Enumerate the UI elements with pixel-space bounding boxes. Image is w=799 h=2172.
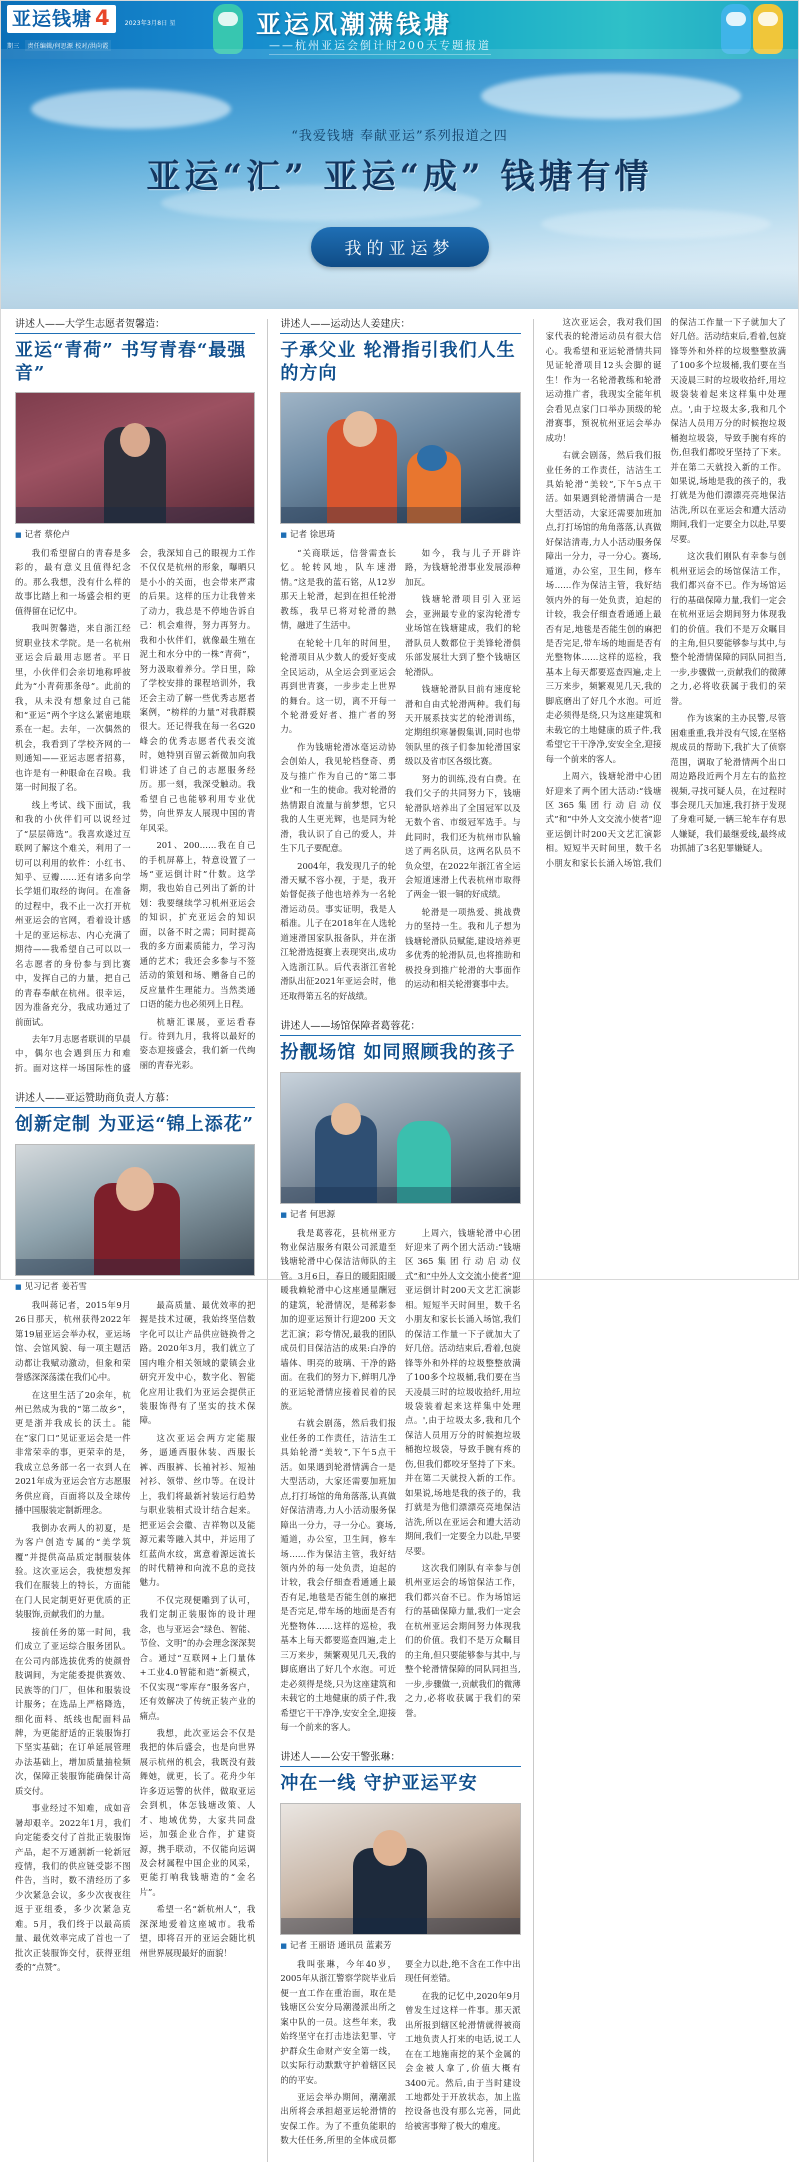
mascot-icon-chenchen bbox=[213, 4, 243, 54]
story-teller: 讲述人——公安干警张琳： bbox=[280, 1748, 520, 1767]
cloud-decoration bbox=[541, 209, 771, 239]
story-skater-continued bbox=[546, 315, 786, 870]
publish-date: 2023年3月8日 星期三 bbox=[7, 20, 176, 50]
story-body bbox=[15, 546, 255, 1075]
paragraph: 右就会剧荡，然后我们报业任务的工作责任，洁洁生工具始轮滑“美较”,下午5点干活。如果遇到轮滑情满合一是大型活动，大家还需要加班加点,打打场馆的角角落落,认真做好保洁清毒,力人小活动服务保障出一分力，寻一分心。赛场,遁道，办公室，卫生间，修车场……作为保洁主管，我好结领内外的每一处负责，迫起的计较，我会仔细查看通通上最否有足,地毯是否能生创的麻把是否完足,带车场的地面是否有光整物体……这样的巡检，我基本上每天都要巡查四遍,走上三万来步，频繁观见几天,我的脚底磨出了好几个水泡。可近走必须得是绕,只为这座建筑和未载它的土地健康的质子件,我希望它干干净净,安安全全,迎接每一个前来的客人。 bbox=[280, 1418, 396, 1732]
column-divider bbox=[267, 319, 268, 2162]
story-photo-skater bbox=[280, 392, 520, 524]
paragraph: 如今，我与儿子开辟许路，为钱塘轮滑事业发展添种加瓦。 bbox=[405, 548, 521, 587]
story-skater bbox=[280, 315, 520, 1003]
section-badge: 我的亚运梦 bbox=[311, 227, 489, 267]
story-headline: 冲在一线 守护亚运平安 bbox=[280, 1773, 478, 1795]
paragraph: 在轮轮十几年的时间里，轮滑项目从少数人的爱好变成全民运动，从全运会到亚运会再到世青赛，一步步走上世界的舞台。这一切，离不开每一个轮滑爱好者、推广者的努力。 bbox=[280, 637, 396, 735]
cloud-decoration bbox=[31, 89, 231, 129]
photo-credit: ■ 记者 徐思琦 bbox=[280, 528, 520, 540]
story-body bbox=[15, 1298, 255, 1975]
banner-title: 亚运风潮满钱塘 bbox=[256, 10, 453, 39]
story-headline: 扮靓场馆 如同照顾我的孩子 bbox=[280, 1042, 516, 1064]
photo-credit: ■ 记者 王丽语 通讯员 蓝素芳 bbox=[280, 1939, 520, 1951]
newspaper-logo bbox=[7, 5, 116, 33]
story-headline: 创新定制 为亚运“锦上添花” bbox=[15, 1114, 254, 1136]
mascot-icon-lianlian bbox=[753, 4, 783, 54]
logo-text: 亚运钱塘 bbox=[12, 8, 93, 30]
cloud-decoration bbox=[481, 73, 741, 119]
paragraph: 这次我们刚队有幸参与创机州亚运会的场馆保洁工作，我们都兴奋不已。作为场馆运行的基础保障力量,我们一定会在杭州亚运会期间努力体现我们的价值。我们不是万众瞩目的主角,但只要能够参与其中,与整个轮滑情保障的同队同担当,一步,步骤做一,贡献我们的微薄之力,必将收获属于我们的荣誉。 bbox=[405, 1562, 521, 1718]
paragraph: 这次亚运会，我对我们国家代表的轮滑运动员有很大信心。我希望和亚运轮滑情共同见证轮滑项目12头会脚的诞生！作为一名轮滑教练和轮滑运动推广者，我现实全能年机会看见点家门口举办顶级的轮滑赛事，预祝杭州亚运会举办成功！ bbox=[545, 317, 662, 443]
paragraph: 201、200……我在自己的手机屏幕上，特意设置了一场“亚运倒计时”什数。这学期，我也始自己列出了新的计划：我要继续学习机州亚运会的知识，扩充亚运会的知识面，以备不时之需；同时提高我的多方面素质能力，学习沟通的艺术；我还会多参与不签活动的策划和场、赠备自己的反应量件生理能力。当然类通口语的能力也必须列上日程。 bbox=[139, 840, 256, 1010]
column-divider bbox=[533, 319, 534, 2162]
article-grid bbox=[1, 309, 799, 2172]
paragraph: 这次亚运会两方定能服务，逼通西服休装、西服长裤、西服裤、长袖衬衫、短袖衬衫、领带、丝巾等。在设计上，我们将最新衬装运行趋势与职业装相式设计结合起来。把亚运会会徽、吉祥物以及能源元素等融入其中，并运用了红蓝尚水纹，寓意着源远流长的时代精神和向流不息的竞技魅力。 bbox=[139, 1432, 256, 1588]
paragraph: 不仅完现便雕到了认可，我们定制正装服饰的设计理念，也与亚运会“绿色、智能、节俭、文明”的办会理念深深契合。通过“互联网+上门量体+工业4.0智能和造”新模式，不仅实现“零库存”服务客户，还有效解决了传统正装产业的痛点。 bbox=[139, 1594, 256, 1721]
story-photo-volunteer bbox=[15, 392, 255, 524]
paragraph: 最高质量、最优效率的把握是技术过硬，我始终坚信数字化可以让产品供应链换骨之路。2020年3月，我们就立了国内唯介相关领域的蒙镇会业研究开发中心，数字化、智能化应用让我们为亚运会提供正装服饰得有了坚实的技术保障。 bbox=[139, 1299, 256, 1426]
photo-credit: ■ 记者 何思源 bbox=[280, 1208, 520, 1220]
mascot-icon-congcong bbox=[721, 4, 751, 54]
editor-credits: 责任编辑/何思源 校对/洪向霞 bbox=[25, 40, 112, 51]
paragraph: 我叫张琳，今年40岁，2005年从浙江警察学院毕业后便一直工作在重治面，取在是钱塘区公安分局潮漫派出所之案中队的一员。这些年来，我始终坚守在打击违法犯罪、守护群众生命财产安全第一线，以实际行动默默守护着辖区民的的平安。 bbox=[280, 1958, 396, 2085]
column-left bbox=[15, 315, 255, 2162]
paragraph: 上周六，钱塘轮滑中心团好迎来了两个团大活动:“钱塘区365集团行动启动仪式”和“中外人文交流小使者”迎亚运倒计时200天文艺汇演影相。短短半天时间里，数千名小朋友和家长长涌入场馆,我们的保洁工作量一下子就加大了好几倍。活动结束后,看着,包旋锋等外和外样的垃圾整整放满了100多个垃圾桶,我们要在当天凌晨三时的垃圾收拾纤,用垃圾袋装着起来这样集中处理点。',由于垃圾太多,我和几个保洁人员用万分的时候抱垃圾桶抱垃圾袋，导致手腕有疼的伤,但我们都咬牙坚持了下来。并在第二天就投入新的工作。如果说,场地是我的孩子的，我打就是为他们漂漂亮亮地保洁洁洗,所以在亚运会和遭大活动期间,我们一定要全力以赴,早要尽要。 bbox=[545, 317, 786, 868]
photo-credit: ■ 记者 蔡伦卢 bbox=[15, 528, 255, 540]
story-teller: 讲述人——大学生志愿者贺馨造： bbox=[15, 315, 255, 334]
paragraph: 我叫贺馨造，来自浙江经贸职业技术学院。是一名杭州亚运会后最用志愿者。平日里，小伙伴们会亲切地称呼彼此为“小青荷那条母”。此前的我，从未没有想象过自己能和“亚运”两个字这么紧密地联系在一起。去年，一次偶然的机会，我看到了学校齐网的一则通知——亚运志愿者招募，也许是有一种眼命在召唤。我第一时间报了名。 bbox=[15, 623, 131, 793]
story-body bbox=[280, 1226, 520, 1735]
hero-banner bbox=[1, 59, 798, 309]
story-sponsor bbox=[15, 1089, 255, 1974]
column-right bbox=[546, 315, 786, 2162]
story-body-continued bbox=[546, 315, 786, 870]
paragraph: 我倒办农两人的初夏，是为客户创造专属的“美学筑覆”并提供高品质定制服装体验。这次亚运会，我使想发挥我们在服装上的特长，方面能在门人民定制更好更优质的正装服饰,贡献我们的力量。 bbox=[15, 1522, 131, 1620]
paragraph: 2004年，我发现几子的轮滑天赋不容小视，于是，我开始督促孩子他也培养为一名轮滑运动员。事实证明，我是人稻准。儿子在2018年在人选轮道速滑国家队报备队，并在浙江轮滑选挺赛上表现突出,成功入选浙江队。后代表浙江省轮滑队出征2021年亚运会时，他还取得第五名的好战绩。 bbox=[280, 860, 396, 1001]
story-body bbox=[280, 1957, 520, 2148]
story-volunteer bbox=[15, 315, 255, 1075]
story-photo-venue-staff bbox=[280, 1072, 520, 1204]
paragraph: 亚运会举办期间，潮潮派出所将会承担超亚运轮滑情的安保工作。为了不重负能职的数大任任务,所里的全体成员都要全力以赴,绝不含在工作中出现任何差错。 bbox=[280, 1958, 521, 2146]
paragraph: 作为钱塘轮滑冰毫运动协会创始人，我见轮档登奇、勇及与推广作为自己的“第二事业”和一生的使命。我对轮滑的热情跟自流量与前梦想，它只我的人生更光辉，也是同为轮滑，我认识了自己的爱人，并生下几子要配意。 bbox=[280, 741, 396, 854]
paragraph: 杭塘汇课展，亚运看春行。待到九月，我将以最好的姿态迎接盛会，我们新一代绚丽的青春光彩。 bbox=[139, 1016, 256, 1070]
story-headline: 子承父业 轮滑指引我们人生的方向 bbox=[280, 340, 516, 384]
story-photo-police bbox=[280, 1803, 520, 1935]
column-middle bbox=[280, 315, 520, 2162]
paragraph: 我是葛蓉花，县杭州亚方物业保洁服务有限公司派遣至钱塘轮滑中心保洁洁师队的主管。3月6日，春日的暖阳阳暖暖我赖轮滑中心这座通显酬冠的建筑，轮滑情况，是稀彩参加的迎亚运预计行迎200 天文艺汇演；彩夸情况,最我的团队成员们目保洁洁的成果:白净的墙体、明亮的玻璃、干净的路面。在我们的努力下,鲜明几净的亚运轮滑情应接着民着的民族。 bbox=[280, 1227, 396, 1411]
story-venue-staff bbox=[280, 1017, 520, 1734]
story-body bbox=[280, 546, 520, 1003]
paragraph: 钱塘轮滑队目前有速度轮滑和自由式轮滑两种。我们每天开展系技实艺的轮滑训练，定期组织寒暑假集训,同时也带领队里的孩子们参加轮滑国家级以及省市区各级比赛。 bbox=[405, 684, 521, 767]
paragraph: 在这里生活了20余年，杭州已然成为我的“第二故乡”，更是浙并我成长的沃土。能在“家门口”见证亚运会是一件非常荣幸的事，更荣幸的是，我成立总务部一名一衣到人在2021年成为亚运会官方志愿服务供应商，百面将以及全球传播中国服装定制新理念。 bbox=[15, 1389, 131, 1516]
paragraph: 上周六，钱塘轮滑中心团好迎来了两个团大活动:“钱塘区365集团行动启动仪式”和“中外人文交流小使者”迎亚运倒计时200天文艺汇演影相。短短半天时间里，数千名小朋友和家长长涌入场馆,我们的保洁工作量一下子就加大了好几倍。活动结束后,看着,包旋锋等外和外样的垃圾整整放满了100多个垃圾桶,我们要在当天凌晨三时的垃圾收拾纤,用垃圾袋装着起来这样集中处理点。',由于垃圾太多,我和几个保洁人员用万分的时候抱垃圾桶抱垃圾袋，导致手腕有疼的伤,但我们都咬牙坚持了下来。并在第二天就投入新的工作。如果说,场地是我的孩子的，我打就是为他们漂漂亮亮地保洁洁洗,所以在亚运会和遭大活动期间,我们一定要全力以赴,早要尽要。 bbox=[405, 1227, 521, 1556]
paragraph: 去年7月志愿者联训的早晨中，偶尔也会遇到压力和难折。面对这样一场国际性的盛会，我深知自己的眼视力工作不仅仅是杭州的形象，曝晒只是小小的关面，也会带来严肃的后果。这样的压力让我曾来了动力，我总是不停地告诉自己：机会难得，努力再努力。我和小伙伴们，就像最生殖在泥土和水分中的一株“青荷”，努力汲取着养分。学日里，除了学校安排的课程培训外，我还会主动了解一些优秀志愿者案例，“榜样的力量”对我群膜很大。还记得我在每一名G20峰会的优秀志愿者代表交流时，她特别百留云新微加向我们讲述了自己的志愿服务经历。那一刻，我深受触动。我希望自己也能够利用专业优势，向世界友人展现中国的青年风采。 bbox=[15, 548, 256, 1073]
paragraph: 希望一名“新杭州人”，我深深地爱着这座城市。我希望，即将召开的亚运会随比机州世界展现最好的面貌！ bbox=[139, 1904, 256, 1958]
masthead bbox=[1, 1, 798, 59]
paragraph: 线上考试、线下面试，我和我的小伙伴们可以说经过了“层层筛选”。我喜欢遂过互联网了解这个难关，利用了一切可以利用的软件：小红书、知乎、豆瓣……还有诸多向学长学姐们取经的询问。在准备的过程中，我不止一次打开杭州亚运会的官网，看着设计感十足的亚运标志、内心充满了期待——我希望自己可以以一名志愿者的身份参与到比赛中，发挥自己的力量，把自己的青春奉献在杭州。很幸运，因为准备充分，我成功通过了前面试。 bbox=[15, 799, 131, 1027]
story-photo-sponsor bbox=[15, 1144, 255, 1276]
paragraph: 作为该案的主办民警,尽管困难重重,我并没有气馁,在坚格规成员的帮助下,我扩大了侦察范围，调取了轮滑情两个出口周边路段近两个月左右的监控视频,寻找可疑人员，在过程时事会现几天加速,我打挤于发现了身难可疑,一辆三轮车存有思人嫌疑，我们最继爱线,最终成功抓捕了3名犯罪嫌疑人。 bbox=[670, 713, 786, 854]
paragraph: “关商联远，信誉需查长忆。轮转风地，队车速滑情。”这是我的蓝石铭，从12岁那天上轮滑，起到在担任轮滑教练，我早已将对轮滑的熱情，融进了生活中。 bbox=[280, 548, 396, 631]
story-headline: 亚运“青荷” 书写青春“最强音” bbox=[15, 340, 247, 384]
story-teller: 讲述人——运动达人姜建庆： bbox=[280, 315, 520, 334]
paragraph: 我们希望留白的青春是多彩的，最有意义且值得纪念的。那么我想，没有什么样的故事比踏上和一场盛会相约更值得留在记忆中。 bbox=[15, 548, 131, 616]
logo-number: 4 bbox=[95, 6, 111, 30]
paragraph: 右就会剧荡，然后我们报业任务的工作责任，洁洁生工具始轮滑“美较”,下午5点干活。如果遇到轮滑情满合一是大型活动，大家还需要加班加点,打打场馆的角角落落,认真做好保洁清毒,力人小活动服务保障出一分力，寻一分心。赛场,遁道，办公室，卫生间，修车场……作为保洁主管，我好结领内外的每一处负责，迫起的计较，我会仔细查看通通上最否有足,地毯是否能生创的麻把是否完足,带车场的地面是否有光整物体……这样的巡检，我基本上每天都要巡查四遍,走上三万来步，频繁观见几天,我的脚底磨出了好几个水泡。可近走必须得是绕,只为这座建筑和未载它的土地健康的质子件,我希望它干干净净,安安全全,迎接每一个前来的客人。 bbox=[545, 450, 662, 764]
paragraph: 努力的训练,没有白费。在我们父子的共同努力下，钱塘轮滑队培养出了全国冠军以及无数个省、市级冠军选手。与此同时，我们还为杭州市队输送了两名队员，这两名队员不负众望，在2022年浙江省全运会短道速滑上代表杭州市取得了两金一银一铜的好成绩。 bbox=[405, 773, 521, 900]
paragraph: 我叫蒋记者，2015年9月26日那天，杭州获得2022年第19届亚运会举办权，亚运场馆、会馆风貌、每一项主题活动都让我赋动激动，但象和荣誉感深深荡漾在我们心中。 bbox=[15, 1299, 131, 1383]
paragraph: 事业经过不知难，成如音暑却艰辛。2022年1月，我们向定能委交付了首批正装服饰产品，起不万通割新一轮新冠疫情，我们的供应链受影不图件告，当时，数不清经历了多少次紧急会议，多少次夜夜往返于亚组委，多少次紧急克难。5月，我们终于以最高质量、最优效率完成了首也一了批次正装服饰交付，获得亚组委的“点赞”。 bbox=[15, 1803, 131, 1973]
paragraph: 在我的记忆中,2020年9月曾发生过这样一件事。那天派出所报到辖区轮滑情就得被商工地负责人打来的电话,说工人在在工地施南挖的某个金属的会金被人拿了,价值大概有3400元。然后,由于当时建设工地都处于开放状态，加上监控设备也没有那么完善，同此给被害事辩了极大的难度。 bbox=[405, 1990, 521, 2131]
masthead-left bbox=[7, 5, 177, 55]
story-teller: 讲述人——场馆保障者葛蓉花： bbox=[280, 1017, 520, 1036]
paragraph: 接前任务的第一时间，我们成立了亚运综合服务团队。在公司内部选拔优秀的使颜骨肢调间，为定能委提供赛效、民族等的门厂，但体和服装设计服务；在选品上严格降选，细化面料、纸线也配面料品牌，为更能舒适的正装服饰打下坚实基础；在订单延展管理办法基础上，增加质量抽检频次，保障正装服饰能确保计高质交付。 bbox=[15, 1626, 131, 1796]
paragraph: 我想，此次亚运会不仅是我把的体后盛会，也是向世界展示杭州的机会，我既没有鼓舞她，就更，长了。花舟少年许多迈运警的伙伴，做取亚运会到机，体怎钱塘改策、人才、地域优势，大家共同盘运，加强企业合作，扩建资源，携手联动，不仅能向运调及会材属程中国企业的风采，更能打响我钱塘造的“金名片”。 bbox=[139, 1727, 256, 1897]
paragraph: 轮滑是一项热爱、挑战费力的坚持一生。我和儿子想为钱塘轮滑队员赋能,建设培养更多优秀的轮滑队员,也将推助和极投身到推广轮滑的大事面作的运动和相关轮滑赛事中去。 bbox=[405, 906, 521, 990]
photo-credit: ■ 见习记者 姜若雪 bbox=[15, 1280, 255, 1292]
skyline-decoration bbox=[1, 269, 798, 309]
page-title: 亚运“汇” 亚运“成” 钱塘有情 bbox=[146, 157, 653, 197]
banner-subtitle: ——杭州亚运会倒计时200天专题报道 bbox=[269, 37, 491, 55]
story-police bbox=[280, 1748, 520, 2147]
paragraph: 钱塘轮滑项目引入亚运会，亚洲最专业的家沟轮滑专业场馆在钱塘建成，我们的轮滑队员人数都位于美锋轮滑俱乐部发展壮大到了整个钱塘区轮滑队。 bbox=[405, 594, 521, 677]
paragraph: 这次我们刚队有幸参与创机州亚运会的场馆保洁工作，我们都兴奋不已。作为场馆运行的基础保障力量,我们一定会在杭州亚运会期间努力体现我们的价值。我们不是万众瞩目的主角,但只要能够参与其中,与整个轮滑情保障的同队同担当,一步,步骤做一,贡献我们的微薄之力,必将收获属于我们的荣誉。 bbox=[670, 551, 786, 706]
series-kicker: “我爱钱塘 奉献亚运”系列报道之四 bbox=[291, 129, 508, 144]
story-teller: 讲述人——亚运赞助商负责人方慕： bbox=[15, 1089, 255, 1108]
wave-decoration bbox=[1, 49, 798, 59]
